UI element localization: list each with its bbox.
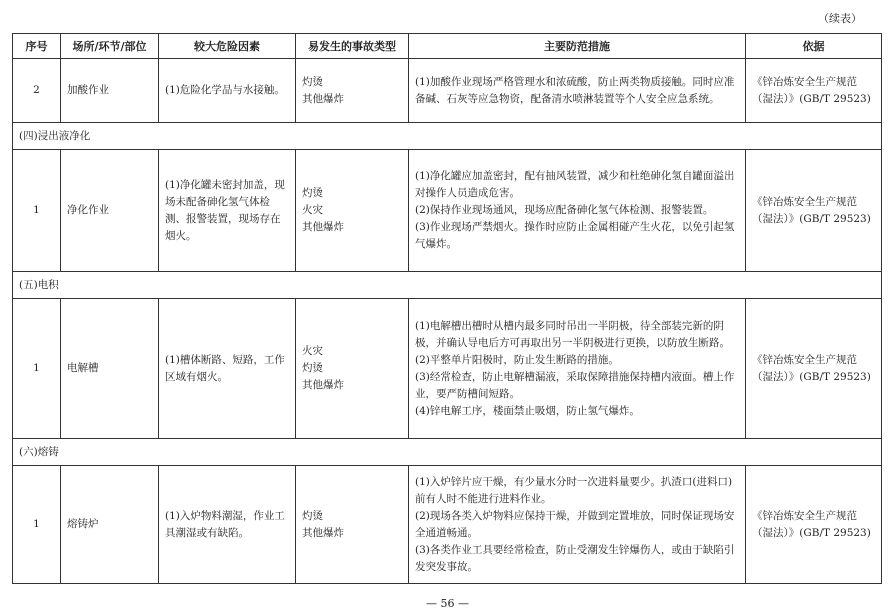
hazard-table <box>12 33 882 584</box>
accident-line: 其他爆炸 <box>302 92 344 105</box>
hazard-line: (1)净化罐未密封加盖，现场未配备砷化氢气体检测、报警装置，现场存在烟火。 <box>165 178 285 242</box>
row-basis: 《锌冶炼安全生产规范（湿法）》(GB/T 29523) <box>746 466 882 584</box>
measure-line: (2)平整单片阳极时，防止发生断路的措施。 <box>415 353 619 366</box>
row-hazard <box>159 59 296 123</box>
accident-line: 灼烫 <box>302 187 323 199</box>
row-hazard <box>159 150 296 272</box>
row-basis: 《锌冶炼安全生产规范（湿法）》(GB/T 29523) <box>746 299 882 439</box>
row-place: 电解槽 <box>61 299 159 439</box>
row-place: 熔铸炉 <box>61 466 159 584</box>
row-accident <box>296 59 409 123</box>
row-place: 净化作业 <box>61 150 159 272</box>
row-no: 1 <box>13 466 61 584</box>
table-row <box>13 59 882 123</box>
row-place: 加酸作业 <box>61 59 159 123</box>
measure-line: (3)经常检查，防止电解槽漏液，采取保障措施保持槽内液面。槽上作业，要严防槽间短路。 <box>415 370 735 400</box>
measure-line: (2)现场各类入炉物料应保持干燥，并做到定置堆放，同时保证现场安全通道畅通。 <box>415 509 735 539</box>
row-no: 2 <box>13 59 61 123</box>
row-measures <box>409 150 746 272</box>
row-hazard <box>159 299 296 439</box>
hazard-line: (1)槽体断路、短路，工作区域有烟火。 <box>165 353 285 383</box>
row-measures <box>409 59 746 123</box>
hazard-line: (1)入炉物料潮湿，作业工具潮湿或有缺陷。 <box>165 509 285 539</box>
table-row <box>13 150 882 272</box>
row-accident <box>296 299 409 439</box>
table-row <box>13 466 882 584</box>
measure-line: (1)加酸作业现场严格管理水和浓硫酸，防止两类物质接触。同时应准备碱、石灰等应急物资，配备清水喷淋装置等个人安全应急系统。 <box>415 75 735 105</box>
measure-line: (3)作业现场严禁烟火。操作时应防止金属相碰产生火花，以免引起氢气爆炸。 <box>415 221 735 250</box>
section-row <box>13 439 882 466</box>
measure-line: (3)各类作业工具要经常检查，防止受潮发生锌爆伤人，或由于缺陷引发突发事故。 <box>415 543 735 573</box>
accident-line: 其他爆炸 <box>302 221 344 233</box>
header-accident: 易发生的事故类型 <box>296 34 409 59</box>
measure-line: (2)保持作业现场通风，现场应配备砷化氢气体检测、报警装置。 <box>415 204 714 216</box>
accident-line: 灼烫 <box>302 509 323 522</box>
page-number: — 56 — <box>426 597 469 610</box>
accident-line: 其他爆炸 <box>302 526 344 539</box>
section-row <box>13 123 882 150</box>
row-basis: 《锌冶炼安全生产规范（湿法）》(GB/T 29523) <box>746 59 882 123</box>
measure-line: (1)电解槽出槽时从槽内最多同时吊出一半阴极，待全部装完新的阴极，并确认导电后方可再取出另一半阴极进行更换，以防放生断路。 <box>415 319 730 349</box>
row-hazard <box>159 466 296 584</box>
accident-line: 火灾 <box>302 204 323 216</box>
section-title: (六)熔铸 <box>13 439 882 466</box>
row-accident <box>296 466 409 584</box>
row-measures <box>409 466 746 584</box>
section-row <box>13 272 882 299</box>
measure-line: (1)入炉锌片应干燥，有少量水分时一次进料量要少。扒渣口(进料口)前有人时不能进行进料作业。 <box>415 475 733 505</box>
header-no: 序号 <box>13 34 61 59</box>
header-place: 场所/环节/部位 <box>61 34 159 59</box>
header-basis: 依据 <box>746 34 882 59</box>
row-basis: 《锌冶炼安全生产规范（湿法）》(GB/T 29523) <box>746 150 882 272</box>
header-hazard: 较大危险因素 <box>159 34 296 59</box>
continued-label: （续表） <box>818 12 862 25</box>
accident-line: 灼烫 <box>302 362 323 374</box>
accident-line: 火灾 <box>302 345 323 357</box>
row-no: 1 <box>13 150 61 272</box>
measure-line: (4)锌电解工序，楼面禁止吸烟，防止氢气爆炸。 <box>415 404 640 417</box>
accident-line: 其他爆炸 <box>302 379 344 391</box>
section-title: (四)浸出液净化 <box>13 123 882 150</box>
measure-line: (1)净化罐应加盖密封，配有抽风装置，减少和杜绝砷化氢自罐面溢出对操作人员造成危害。 <box>415 170 735 199</box>
header-measures: 主要防范措施 <box>409 34 746 59</box>
section-title: (五)电积 <box>13 272 882 299</box>
table-header-row <box>13 34 882 59</box>
accident-line: 灼烫 <box>302 75 323 88</box>
row-measures <box>409 299 746 439</box>
row-accident <box>296 150 409 272</box>
hazard-line: (1)危险化学品与水接触。 <box>165 84 285 96</box>
table-row <box>13 299 882 439</box>
row-no: 1 <box>13 299 61 439</box>
